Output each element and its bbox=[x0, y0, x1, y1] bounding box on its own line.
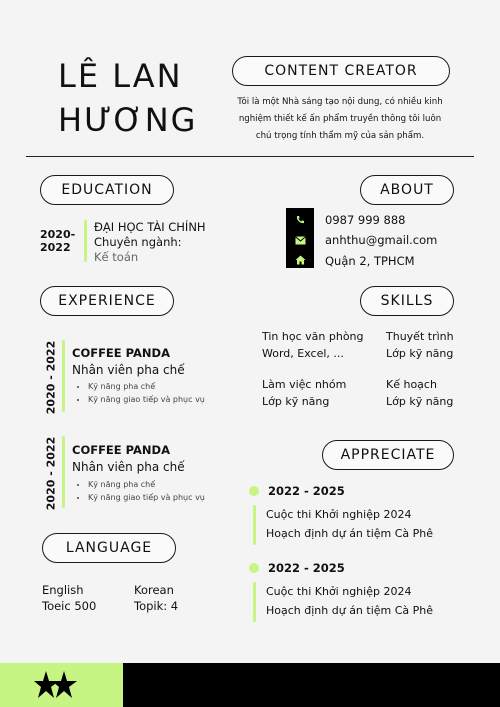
skill-item bbox=[262, 328, 364, 362]
skill-detail: Lớp kỹ năng bbox=[386, 395, 454, 408]
home-icon bbox=[293, 253, 307, 267]
full-name bbox=[58, 54, 228, 142]
language-item bbox=[42, 582, 96, 614]
experience-years-2: 2020 - 2022 bbox=[44, 436, 58, 511]
appreciate-line: Cuộc thi Khởi nghiệp 2024 bbox=[266, 508, 412, 521]
skill-item bbox=[386, 328, 454, 362]
footer-dark-block bbox=[123, 663, 500, 707]
phone-text: 0987 999 888 bbox=[325, 213, 406, 227]
skill-name: Thuyết trình bbox=[386, 330, 454, 343]
experience-bullet: • Kỹ năng pha chế bbox=[88, 480, 205, 489]
skill-detail: Lớp kỹ năng bbox=[386, 347, 454, 360]
skill-name: Kế hoạch bbox=[386, 378, 437, 391]
experience-position-2: Nhân viên pha chế bbox=[72, 460, 185, 474]
phone-icon bbox=[293, 213, 307, 227]
email-text: anhthu@gmail.com bbox=[325, 233, 438, 247]
experience-bullet: • Kỹ năng pha chế bbox=[88, 382, 205, 391]
experience-company-2: COFFEE PANDA bbox=[72, 443, 170, 457]
major-label: Chuyên ngành: bbox=[94, 235, 182, 249]
skills-heading: SKILLS bbox=[360, 286, 454, 316]
role-badge: CONTENT CREATOR bbox=[232, 56, 450, 86]
language-heading: LANGUAGE bbox=[42, 533, 176, 563]
skill-name: Tin học văn phòng bbox=[262, 330, 364, 343]
appreciate-bar-1 bbox=[253, 505, 256, 545]
education-heading: EDUCATION bbox=[40, 175, 174, 205]
experience-years-1: 2020 - 2022 bbox=[44, 340, 58, 415]
language-name: Korean bbox=[134, 583, 174, 597]
skill-detail: Word, Excel, ... bbox=[262, 347, 344, 360]
language-item bbox=[134, 582, 178, 614]
education-year: 2020- 2022 bbox=[40, 228, 76, 254]
skill-item bbox=[262, 376, 346, 410]
experience-position-1: Nhân viên pha chế bbox=[72, 363, 185, 377]
skill-item bbox=[386, 376, 453, 410]
appreciate-heading: APPRECIATE bbox=[322, 440, 454, 470]
skill-detail: Lớp kỹ năng bbox=[262, 395, 330, 408]
about-heading: ABOUT bbox=[360, 175, 454, 205]
address-text: Quận 2, TPHCM bbox=[325, 254, 415, 268]
footer-accent-block bbox=[0, 663, 123, 707]
email-icon bbox=[293, 233, 307, 247]
education-bar bbox=[84, 220, 87, 262]
header-divider bbox=[26, 156, 474, 157]
experience-bar-1 bbox=[62, 340, 65, 412]
appreciate-details-1 bbox=[266, 505, 433, 543]
language-name: English bbox=[42, 583, 84, 597]
timeline-dot bbox=[249, 486, 259, 496]
intro-text: Tôi là một Nhà sáng tạo nội dung, có nhiều kinh nghiệm thiết kế ấn phẩm truyền thông tôi luôn chú trọng tính thẩm mỹ của sản phẩm. bbox=[237, 97, 443, 141]
appreciate-years-1: 2022 - 2025 bbox=[268, 484, 345, 498]
timeline-dot bbox=[249, 563, 259, 573]
education-details bbox=[94, 220, 206, 265]
appreciate-line: Cuộc thi Khởi nghiệp 2024 bbox=[266, 585, 412, 598]
experience-bullet: • Kỹ năng giao tiếp và phục vụ bbox=[88, 395, 205, 404]
appreciate-line: Hoạch định dự án tiệm Cà Phê bbox=[266, 527, 434, 540]
name-line-1: LÊ LAN bbox=[58, 57, 183, 95]
name-line-2: HƯƠNG bbox=[58, 101, 198, 139]
appreciate-bar-2 bbox=[253, 582, 256, 622]
appreciate-details-2 bbox=[266, 582, 433, 620]
experience-bar-2 bbox=[62, 436, 65, 508]
school-name: ĐẠI HỌC TÀI CHÍNH bbox=[94, 220, 206, 234]
experience-heading: EXPERIENCE bbox=[40, 286, 174, 316]
language-score: Toeic 500 bbox=[42, 599, 97, 613]
experience-bullets-1 bbox=[74, 382, 205, 408]
language-score: Topik: 4 bbox=[134, 599, 179, 613]
major-value: Kế toán bbox=[94, 250, 139, 264]
experience-bullet: • Kỹ năng giao tiếp và phục vụ bbox=[88, 493, 205, 502]
appreciate-line: Hoạch định dự án tiệm Cà Phê bbox=[266, 604, 434, 617]
experience-bullets-2 bbox=[74, 480, 205, 506]
experience-company-1: COFFEE PANDA bbox=[72, 346, 170, 360]
appreciate-years-2: 2022 - 2025 bbox=[268, 561, 345, 575]
skill-name: Làm việc nhóm bbox=[262, 378, 347, 391]
star-logo-icon bbox=[34, 669, 78, 701]
